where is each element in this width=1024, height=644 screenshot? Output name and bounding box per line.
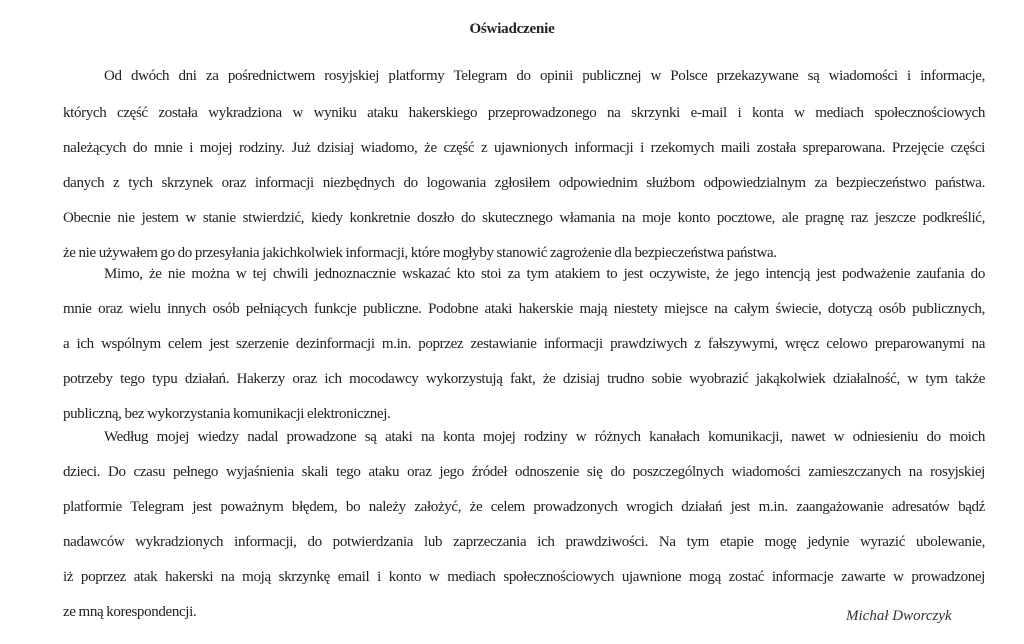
text-line: danych z tych skrzynek oraz informacji niezbędnych do logowania zgłosiłem odpowiednim służbom odpowiedzialnym za bezpieczeństwo państwa.	[63, 175, 985, 191]
text-line: Mimo, że nie można w tej chwili jednoznacznie wskazać kto stoi za tym atakiem to jest oczywiste, że jego intencją jest podważenie zaufania do	[104, 266, 985, 282]
document-title: Oświadczenie	[469, 21, 555, 37]
text-line: mnie oraz wielu innych osób pełniących funkcje publiczne. Podobne ataki hakerskie mają niestety miejsce na całym świecie, dotyczą osób publicznych,	[63, 301, 985, 317]
text-line: potrzeby tego typu działań. Hakerzy oraz ich mocodawcy wykorzystują fakt, że dzisiaj trudno sobie wyobrazić jakąkolwiek działalność, w tym także	[63, 371, 985, 387]
signature: Michał Dworczyk	[846, 608, 952, 624]
text-line: iż poprzez atak hakerski na moją skrzynkę email i konto w mediach społecznościowych ujawnione mogą zostać informacje zawarte w prowadzonej	[63, 569, 985, 585]
text-line: że nie używałem go do przesyłania jakichkolwiek informacji, które mogłyby stanowić zagrożenie dla bezpieczeństwa państwa.	[63, 245, 777, 261]
text-line: Obecnie nie jestem w stanie stwierdzić, kiedy konkretnie doszło do skutecznego włamania na moje konto pocztowe, ale pragnę raz jeszcze podkreślić,	[63, 210, 985, 226]
text-line: Według mojej wiedzy nadal prowadzone są ataki na konta mojej rodziny w różnych kanałach komunikacji, nawet w odniesieniu do moich	[104, 429, 985, 445]
text-line: dzieci. Do czasu pełnego wyjaśnienia skali tego ataku oraz jego źródeł odnoszenie się do poszczególnych wiadomości zamieszczanych na rosyjskiej	[63, 464, 985, 480]
text-line: platformie Telegram jest poważnym błędem, bo należy założyć, że celem prowadzonych wrogich działań jest m.in. zaangażowanie adresatów bądź	[63, 499, 985, 515]
text-line: należących do mnie i mojej rodziny. Już dzisiaj wiadomo, że część z ujawnionych informacji i rzekomych maili została spreparowana. Przejęcie części	[63, 140, 985, 156]
text-line: ze mną korespondencji.	[63, 604, 197, 620]
text-line: których część została wykradziona w wyniku ataku hakerskiego przeprowadzonego na skrzynki e-mail i konta w mediach społecznościowych	[63, 105, 985, 121]
text-line: nadawców wykradzionych informacji, do potwierdzania lub zaprzeczania ich prawdziwości. Na tym etapie mogę jedynie wyrazić ubolewanie,	[63, 534, 985, 550]
text-line: a ich wspólnym celem jest szerzenie dezinformacji m.in. poprzez zestawianie informacji prawdziwych z fałszywymi, wręcz celowo preparowanymi na	[63, 336, 985, 352]
text-line: Od dwóch dni za pośrednictwem rosyjskiej platformy Telegram do opinii publicznej w Polsce przekazywane są wiadomości i informacje,	[104, 68, 985, 84]
text-line: publiczną, bez wykorzystania komunikacji elektronicznej.	[63, 406, 391, 422]
